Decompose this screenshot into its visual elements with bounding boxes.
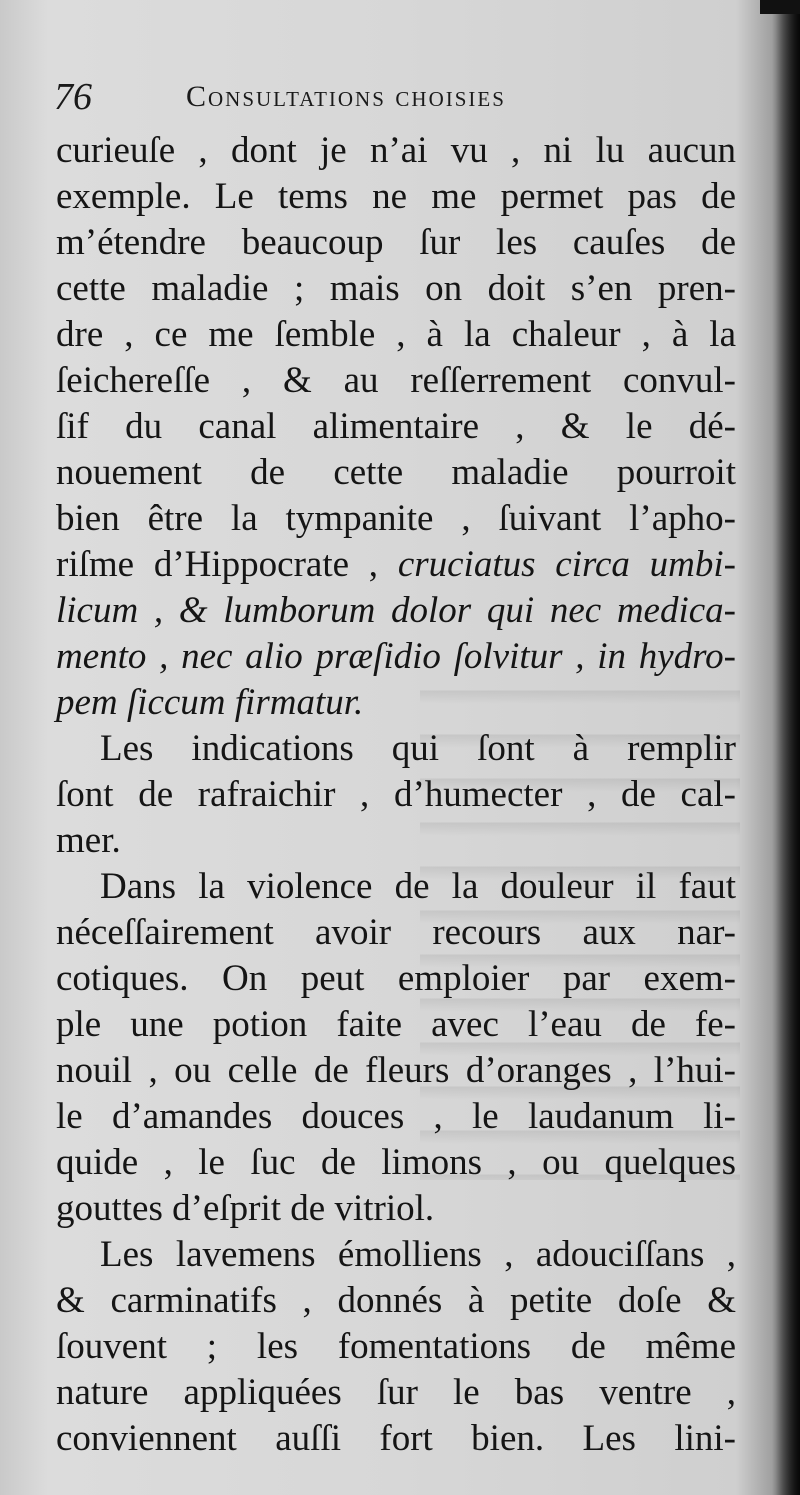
text-line: bien être la tympanite , ſuivant l’apho- bbox=[56, 498, 736, 539]
text-line: cette maladie ; mais on doit s’en pren- bbox=[56, 268, 736, 309]
text-line: ſouvent ; les fomentations de même bbox=[56, 1326, 736, 1367]
latin-quotation-line: pem ſiccum firmatur. bbox=[56, 682, 364, 723]
latin-quotation-line: mento , nec alio præſidio ſolvitur , in hydro- bbox=[56, 636, 736, 677]
text-line: curieuſe , dont je n’ai vu , ni lu aucun bbox=[56, 130, 736, 171]
text-line: cotiques. On peut emploier par exem- bbox=[56, 958, 736, 999]
text-line: ſont de rafraichir , d’humecter , de cal- bbox=[56, 774, 736, 815]
text-span-roman: riſme d’Hippocrate , bbox=[56, 544, 379, 585]
text-line: exemple. Le tems ne me permet pas de bbox=[56, 176, 736, 217]
running-title: Consultations choisies bbox=[186, 80, 506, 113]
text-line: le d’amandes douces , le laudanum li- bbox=[56, 1096, 736, 1137]
text-line-mixed bbox=[56, 542, 736, 588]
text-line: nouement de cette maladie pourroit bbox=[56, 452, 736, 493]
text-line: gouttes d’eſprit de vitriol. bbox=[56, 1188, 435, 1229]
text-line: & carminatifs , donnés à petite doſe & bbox=[56, 1280, 736, 1321]
text-line: conviennent auſſi fort bien. Les lini- bbox=[56, 1418, 736, 1459]
text-line: ſif du canal alimentaire , & le dé- bbox=[56, 406, 736, 447]
text-line: nature appliquées ſur le bas ventre , bbox=[56, 1372, 736, 1413]
paragraph-start: Les indications qui ſont à remplir bbox=[100, 728, 736, 769]
text-line: mer. bbox=[56, 820, 121, 861]
page-corner-edge bbox=[760, 0, 800, 14]
text-line: nouil , ou celle de fleurs d’oranges , l’hui- bbox=[56, 1050, 736, 1091]
paragraph-start: Les lavemens émolliens , adouciſſans , bbox=[100, 1234, 736, 1275]
paragraph-start: Dans la violence de la douleur il faut bbox=[100, 866, 736, 907]
spine-shadow bbox=[772, 0, 800, 1495]
text-line: quide , le ſuc de limons , ou quelques bbox=[56, 1142, 736, 1183]
latin-quotation-line: licum , & lumborum dolor qui nec medica- bbox=[56, 590, 736, 631]
text-line: m’étendre beaucoup ſur les cauſes de bbox=[56, 222, 736, 263]
text-line: dre , ce me ſemble , à la chaleur , à la bbox=[56, 314, 736, 355]
text-line: néceſſairement avoir recours aux nar- bbox=[56, 912, 736, 953]
latin-quotation: cruciatus circa umbi- bbox=[397, 544, 736, 585]
text-line: ſeichereſſe , & au reſſerrement convul- bbox=[56, 360, 736, 401]
page-header bbox=[54, 74, 734, 120]
page-number: 76 bbox=[54, 76, 92, 118]
text-line: ple une potion faite avec l’eau de fe- bbox=[56, 1004, 736, 1045]
body-text bbox=[56, 128, 736, 1462]
